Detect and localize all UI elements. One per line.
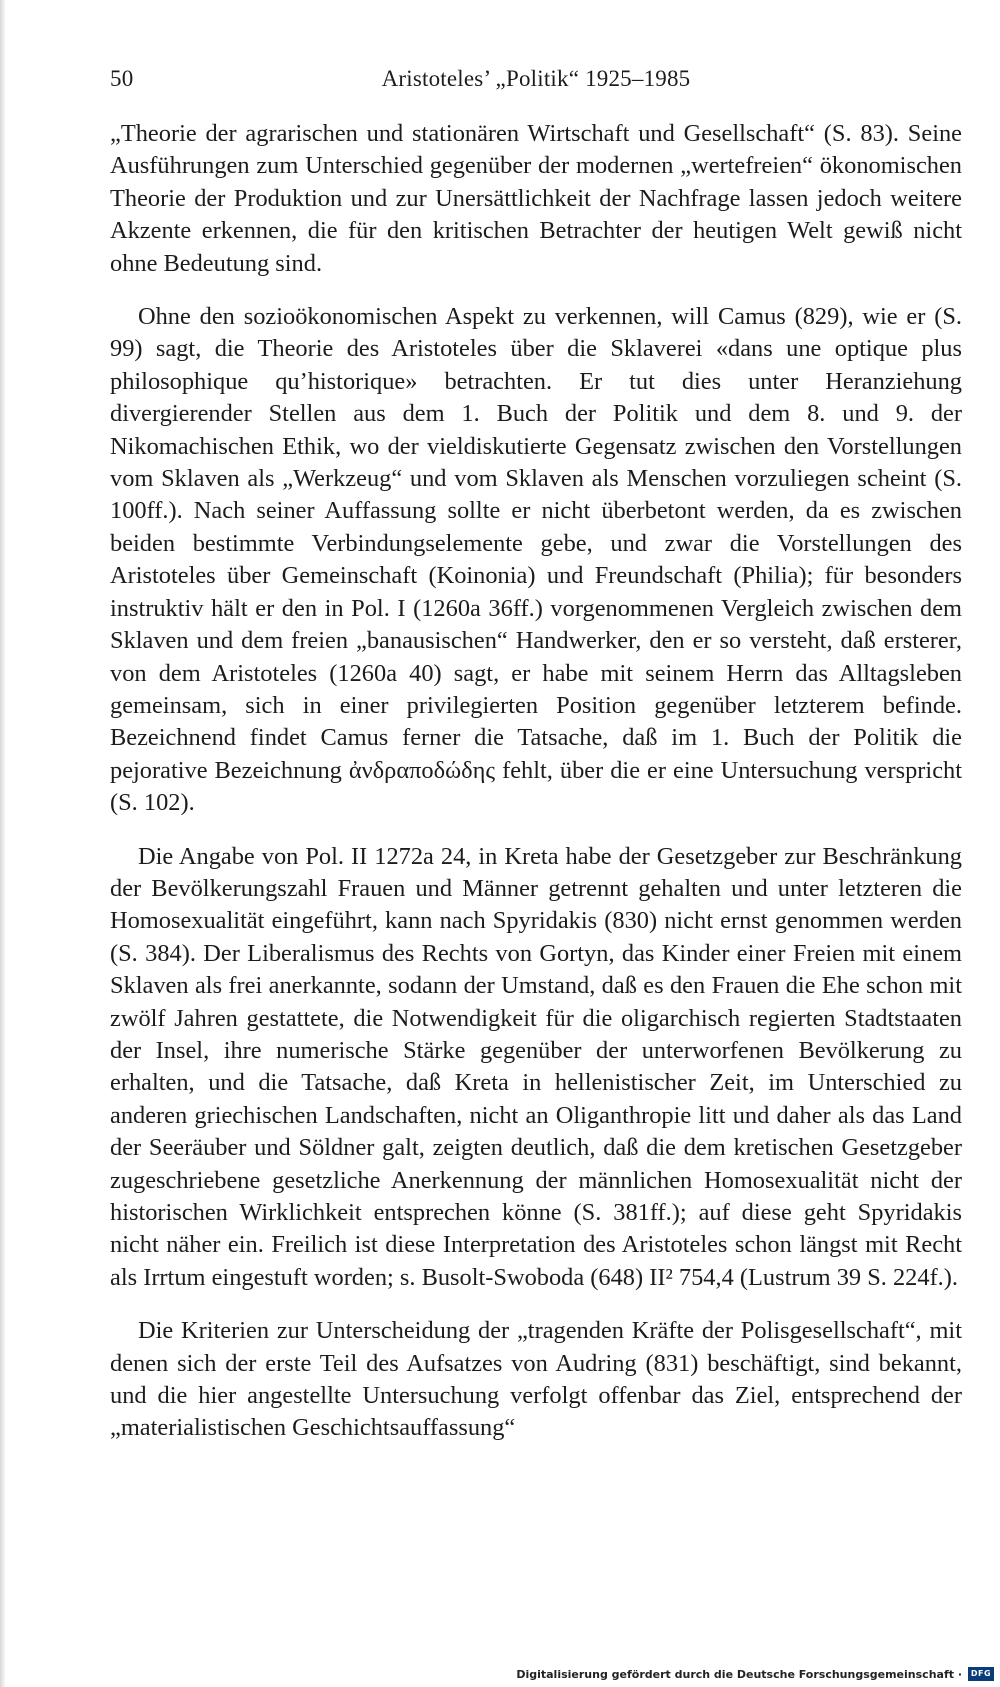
page-number: 50 [110,66,134,91]
footer-text: Digitalisierung gefördert durch die Deutsche Forschungsgemeinschaft · [516,1667,962,1681]
body-text [110,118,962,1445]
book-page [110,62,962,1466]
scan-edge [0,0,6,1687]
digitization-footer [516,1667,994,1681]
paragraph-1: „Theorie der agrarischen und stationären Wirtschaft und Gesellschaft“ (S. 83). Seine Ausführungen zum Unterschied gegenüber der modernen „wertefreien“ ökonomischen Theorie der Produktion und zur Unersättlichkeit der Nachfrage lassen jedoch weitere Akzente erkennen, die für den kritischen Betrachter der heutigen Welt gewiß nicht ohne Bedeutung sind. [110,120,962,277]
paragraph-3: Die Angabe von Pol. II 1272a 24, in Kreta habe der Gesetzgeber zur Beschränkung der Bevölkerungszahl Frauen und Männer getrennt gehalten und unter letzteren die Homosexualität eingeführt, kann nach Spyridakis (830) nicht ernst genommen werden (S. 384). Der Liberalismus des Rechts von Gortyn, das Kinder einer Freien mit einem Sklaven als frei anerkannte, sodann der Umstand, daß es den Frauen die Ehe schon mit zwölf Jahren gestattete, die Notwendigkeit für die oligarchisch regierten Stadtstaaten der Insel, ihre numerische Stärke gegenüber der unterworfenen Bevölkerung zu erhalten, und die Tatsache, daß Kreta in hellenistischer Zeit, im Unterschied zu anderen griechischen Landschaften, nicht an Oliganthropie litt und daher als das Land der Seeräuber und Söldner galt, zeigten deutlich, daß die dem kretischen Gesetzgeber zugeschriebene gesetzliche Anerkennung der männlichen Homosexualität nicht der historischen Wirklichkeit entsprechen könne (S. 381ff.); auf diese geht Spyridakis nicht näher ein. Freilich ist diese Interpretation des Aristoteles schon längst mit Recht als Irrtum eingestuft worden; s. Busolt-Swoboda (648) II² 754,4 (Lustrum 39 S. 224f.). [110,842,962,1291]
dfg-logo-icon: DFG [968,1667,994,1681]
paragraph-4: Die Kriterien zur Unterscheidung der „tragenden Kräfte der Polisgesellschaft“, mit denen sich der erste Teil des Aufsatzes von Audring (831) beschäftigt, sind bekannt, und die hier angestellte Untersuchung verfolgt offenbar das Ziel, entsprechend der „materialistischen Geschichtsauffassung“ [110,1317,962,1442]
paragraph-2: Ohne den sozioökonomischen Aspekt zu verkennen, will Camus (829), wie er (S. 99) sagt, die Theorie des Aristoteles über die Sklaverei «dans une optique plus philosophique qu’historique» betrachten. Er tut dies unter Heranziehung divergierender Stellen aus dem 1. Buch der Politik und dem 8. und 9. der Nikomachischen Ethik, wo der vieldiskutierte Gegensatz zwischen den Vorstellungen vom Sklaven als „Werkzeug“ und vom Sklaven als Menschen vorzuliegen scheint (S. 100ff.). Nach seiner Auffassung sollte er nicht überbetont werden, da es zwischen beiden bestimmte Verbindungselemente gebe, und zwar die Vorstellungen des Aristoteles über Gemeinschaft (Koinonia) und Freundschaft (Philia); für besonders instruktiv hält er den in Pol. I (1260a 36ff.) vorgenommenen Vergleich zwischen dem Sklaven und dem freien „banausischen“ Handwerker, den er so versteht, daß ersterer, von dem Aristoteles (1260a 40) sagt, er habe mit seinem Herrn das Alltagsleben gemeinsam, sich in einer privilegierten Position gegenüber letzterem befinde. Bezeichnend findet Camus ferner die Tatsache, daß im 1. Buch der Politik die pejorative Bezeichnung ἀνδραποδώδης fehlt, über die er eine Untersuchung verspricht (S. 102). [110,303,962,817]
running-title: Aristoteles’ „Politik“ 1925–1985 [381,66,691,91]
running-head [110,62,962,102]
